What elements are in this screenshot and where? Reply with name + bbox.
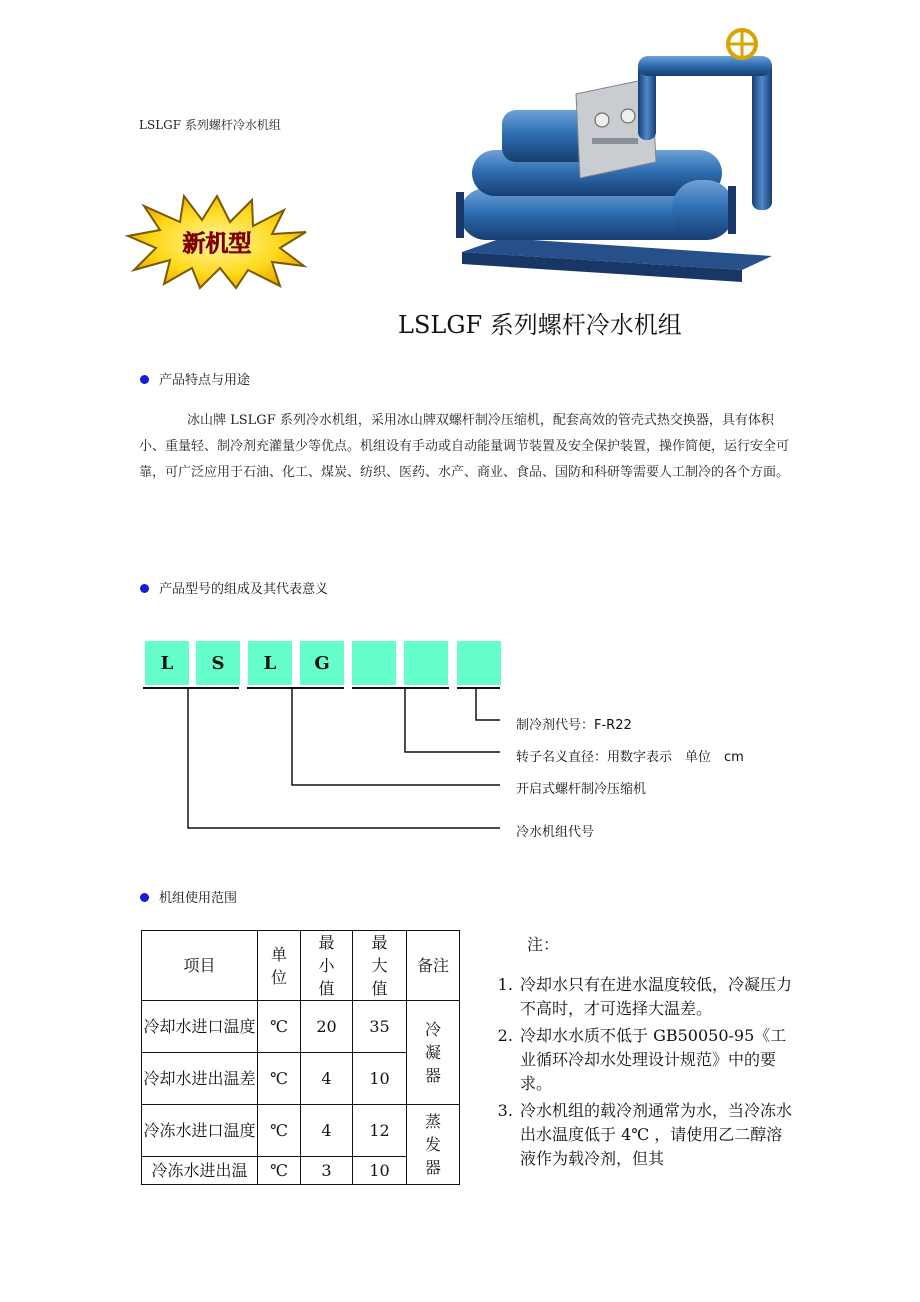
cell-remark-condenser: 冷凝器 (407, 1001, 460, 1105)
operating-range-table (141, 930, 460, 1185)
cell-item: 冷冻水进口温度 (142, 1105, 258, 1157)
note-item: 3. 冷水机组的载冷剂通常为水，当冷冻水出水温度低于 4℃ ，请使用乙二醇溶液作为载冷剂，但其 (518, 1099, 798, 1171)
cell-min: 4 (301, 1053, 353, 1105)
code-box: G (300, 641, 344, 685)
table-row (142, 1001, 460, 1053)
page-title: LSLGF 系列螺杆冷水机组 (398, 311, 682, 339)
cell-min: 4 (301, 1105, 353, 1157)
cell-max: 12 (353, 1105, 407, 1157)
code-box: S (196, 641, 240, 685)
table-row (142, 1105, 460, 1157)
note-item: 1. 冷却水只有在进水温度较低，冷凝压力不高时，才可选择大温差。 (518, 973, 798, 1021)
legend-rotor-diameter: 转子名义直径：用数字表示 单位 cm (516, 750, 744, 765)
cell-min: 20 (301, 1001, 353, 1053)
section-heading-text: 机组使用范围 (159, 891, 238, 906)
cell-max: 10 (353, 1053, 407, 1105)
cell-unit: ℃ (258, 1105, 301, 1157)
section-heading-operating-range (140, 887, 237, 906)
header-min: 最小值 (301, 931, 353, 1001)
cell-unit: ℃ (258, 1053, 301, 1105)
header-text: LSLGF 系列螺杆冷水机组 (139, 118, 281, 132)
notes-heading: 注： (527, 935, 560, 954)
code-box: L (248, 641, 292, 685)
header-unit: 单位 (258, 931, 301, 1001)
cell-item: 冷却水进口温度 (142, 1001, 258, 1053)
cell-unit: ℃ (258, 1001, 301, 1053)
code-box: L (145, 641, 189, 685)
cell-max: 35 (353, 1001, 407, 1053)
badge-text: 新机型 (182, 231, 252, 257)
cell-item: 冷却水进出温差 (142, 1053, 258, 1105)
cell-item: 冷冻水进出温 (142, 1157, 258, 1185)
cell-remark-evaporator: 蒸发器 (407, 1105, 460, 1185)
header-max: 最大值 (353, 931, 407, 1001)
table-header-row (142, 931, 460, 1001)
section-heading-text: 产品型号的组成及其代表意义 (159, 582, 329, 597)
bullet-icon (140, 893, 149, 902)
notes-list (488, 973, 798, 1174)
header-remark: 备注 (407, 931, 460, 1001)
legend-compressor: 开启式螺杆制冷压缩机 (516, 782, 647, 797)
legend-refrigerant: 制冷剂代号：F-R22 (516, 718, 632, 733)
legend-chiller-code: 冷水机组代号 (516, 825, 595, 840)
section-heading-text: 产品特点与用途 (159, 373, 251, 388)
note-item: 2. 冷却水水质不低于 GB50050-95《工业循环冷却水处理设计规范》中的要求。 (518, 1024, 798, 1096)
cell-max: 10 (353, 1157, 407, 1185)
cell-min: 3 (301, 1157, 353, 1185)
cell-unit: ℃ (258, 1157, 301, 1185)
features-paragraph: 冰山牌 LSLGF 系列冷水机组，采用冰山牌双螺杆制冷压缩机，配套高效的管壳式热交换器，具有体积小、重量轻、制冷剂充灌量少等优点。机组设有手动或自动能量调节装置及安全保护装置，操作简便，运行安全可靠，可广泛应用于石油、化工、煤炭、纺织、医药、水产、商业、食品、国防和科研等需要人工制冷的各个方面。 (139, 413, 790, 480)
header-item: 项目 (142, 931, 258, 1001)
